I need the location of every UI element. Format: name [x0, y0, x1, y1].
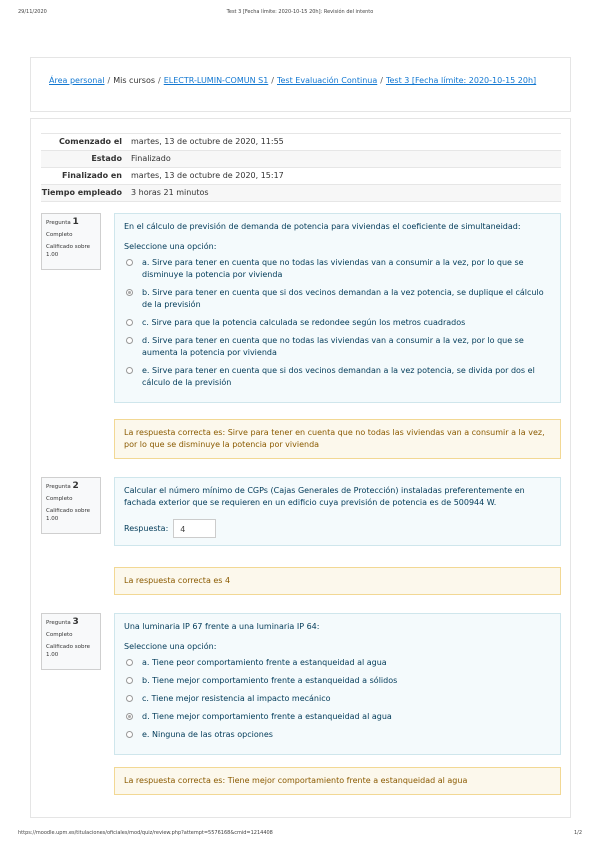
question-number: [46, 618, 96, 627]
question-number-value: 3: [72, 617, 79, 627]
radio-button[interactable]: [126, 367, 133, 374]
radio-button[interactable]: [126, 259, 133, 266]
answer-option[interactable]: [124, 711, 551, 723]
question-feedback: La respuesta correcta es: Tiene mejor comportamiento frente a estanqueidad al agua: [114, 767, 561, 795]
summary-value: martes, 13 de octubre de 2020, 15:17: [125, 168, 561, 184]
question-number: [46, 218, 96, 227]
question-status: Completo: [46, 632, 73, 638]
answer-text: e. Ninguna de las otras opciones: [142, 730, 273, 739]
answer-input[interactable]: 4: [173, 519, 216, 538]
question-number-value: 1: [72, 217, 79, 227]
answer-option[interactable]: [124, 365, 551, 389]
summary-row-state: [41, 150, 561, 167]
review-panel: [30, 118, 571, 818]
answer-option[interactable]: [124, 729, 551, 741]
question-prompt: Seleccione una opción:: [124, 242, 217, 251]
summary-label: Estado: [41, 151, 125, 167]
question-prefix: Pregunta: [46, 484, 71, 490]
answer-label: Respuesta:: [124, 523, 169, 533]
summary-row-finished: [41, 167, 561, 184]
attempt-summary-table: [41, 133, 561, 202]
summary-row-time: [41, 184, 561, 202]
answer-text: d. Tiene mejor comportamiento frente a estanqueidad al agua: [142, 712, 392, 721]
question-prompt: Seleccione una opción:: [124, 642, 217, 651]
question-grade: Calificado sobre 1.00: [46, 244, 90, 258]
print-title: Test 3 [Fecha límite: 2020-10-15 20h]: Revisión del intento: [226, 9, 374, 15]
answer-option[interactable]: [124, 257, 551, 281]
breadcrumb-course[interactable]: ELECTR-LUMIN-COMUN S1: [163, 76, 269, 85]
question-text: Calcular el número mínimo de CGPs (Cajas Generales de Protección) instaladas preferentemente en fachada exterior que se requieren en un edificio cuya previsión de potencia es de 500944 W.: [124, 486, 525, 507]
radio-button[interactable]: [126, 677, 133, 684]
question-number-value: 2: [72, 481, 79, 491]
question-info: [41, 613, 101, 670]
print-date: 29/11/2020: [18, 9, 47, 15]
breadcrumb-panel: [30, 57, 571, 112]
question-status: Completo: [46, 232, 73, 238]
question-info: [41, 213, 101, 270]
answer-text: d. Sirve para tener en cuenta que no todas las viviendas van a consumir a la vez, por lo que se aumenta la potencia por vivienda: [142, 336, 524, 357]
answer-option[interactable]: [124, 335, 551, 359]
answer-option[interactable]: [124, 657, 551, 669]
summary-value: martes, 13 de octubre de 2020, 11:55: [125, 134, 561, 150]
breadcrumb-separator: /: [271, 76, 274, 85]
answer-text: c. Sirve para que la potencia calculada se redondee según los metros cuadrados: [142, 318, 466, 327]
radio-button[interactable]: [126, 337, 133, 344]
question-grade: Calificado sobre 1.00: [46, 644, 90, 658]
answer-option[interactable]: [124, 693, 551, 705]
question-feedback: La respuesta correcta es: Sirve para tener en cuenta que no todas las viviendas van a consumir a la vez, por lo que se disminuye la potencia por vivienda: [114, 419, 561, 459]
breadcrumb-mis-cursos: Mis cursos: [113, 76, 156, 85]
answer-text: c. Tiene mejor resistencia al impacto mecánico: [142, 694, 331, 703]
answer-text: a. Sirve para tener en cuenta que no todas las viviendas van a consumir a la vez, por lo que se disminuye la potencia por vivienda: [142, 258, 524, 279]
breadcrumb-separator: /: [380, 76, 383, 85]
answer-text: b. Sirve para tener en cuenta que si dos vecinos demandan a la vez potencia, se duplique el cálculo de la previsión: [142, 288, 544, 309]
radio-button[interactable]: [126, 731, 133, 738]
question-text: En el cálculo de previsión de demanda de potencia para viviendas el coeficiente de simultaneidad:: [124, 222, 521, 231]
answer-text: e. Sirve para tener en cuenta que si dos vecinos demandan a la vez potencia, se divida por dos el cálculo de la previsión: [142, 366, 535, 387]
radio-button[interactable]: [126, 319, 133, 326]
question-prefix: Pregunta: [46, 220, 71, 226]
radio-button-selected[interactable]: [126, 289, 133, 296]
question-grade: Calificado sobre 1.00: [46, 508, 90, 522]
answer-option[interactable]: [124, 287, 551, 311]
breadcrumb-quiz[interactable]: Test 3 [Fecha límite: 2020-10-15 20h]: [385, 76, 537, 85]
summary-value: Finalizado: [125, 151, 561, 167]
radio-button-selected[interactable]: [126, 713, 133, 720]
print-page-number: 1/2: [573, 830, 582, 836]
answer-row: [124, 519, 551, 538]
summary-value: 3 horas 21 minutos: [125, 185, 561, 201]
radio-button[interactable]: [126, 695, 133, 702]
radio-button[interactable]: [126, 659, 133, 666]
print-url: https://moodle.upm.es/titulaciones/oficiales/mod/quiz/review.php?attempt=5576168&cmid=1214408: [18, 830, 273, 836]
summary-label: Finalizado en: [62, 171, 122, 180]
breadcrumb: [49, 76, 536, 85]
question-content: [114, 613, 561, 755]
question-number: [46, 482, 96, 491]
answer-text: b. Tiene mejor comportamiento frente a estanqueidad a sólidos: [142, 676, 398, 685]
question-content: [114, 477, 561, 546]
question-text: Una luminaria IP 67 frente a una luminaria IP 64:: [124, 622, 320, 631]
question-status: Completo: [46, 496, 73, 502]
summary-label: Comenzado el: [58, 137, 122, 146]
summary-label: Tiempo empleado: [41, 185, 125, 201]
answer-option[interactable]: [124, 317, 551, 329]
question-prefix: Pregunta: [46, 620, 71, 626]
question-info: [41, 477, 101, 534]
question-content: [114, 213, 561, 403]
breadcrumb-area-personal[interactable]: Área personal: [49, 76, 105, 85]
summary-row-started: [41, 133, 561, 150]
breadcrumb-section[interactable]: Test Evaluación Continua: [276, 76, 378, 85]
answer-text: a. Tiene peor comportamiento frente a estanqueidad al agua: [142, 658, 387, 667]
question-feedback: La respuesta correcta es 4: [114, 567, 561, 595]
breadcrumb-separator: /: [107, 76, 111, 85]
answer-option[interactable]: [124, 675, 551, 687]
breadcrumb-separator: /: [158, 76, 161, 85]
